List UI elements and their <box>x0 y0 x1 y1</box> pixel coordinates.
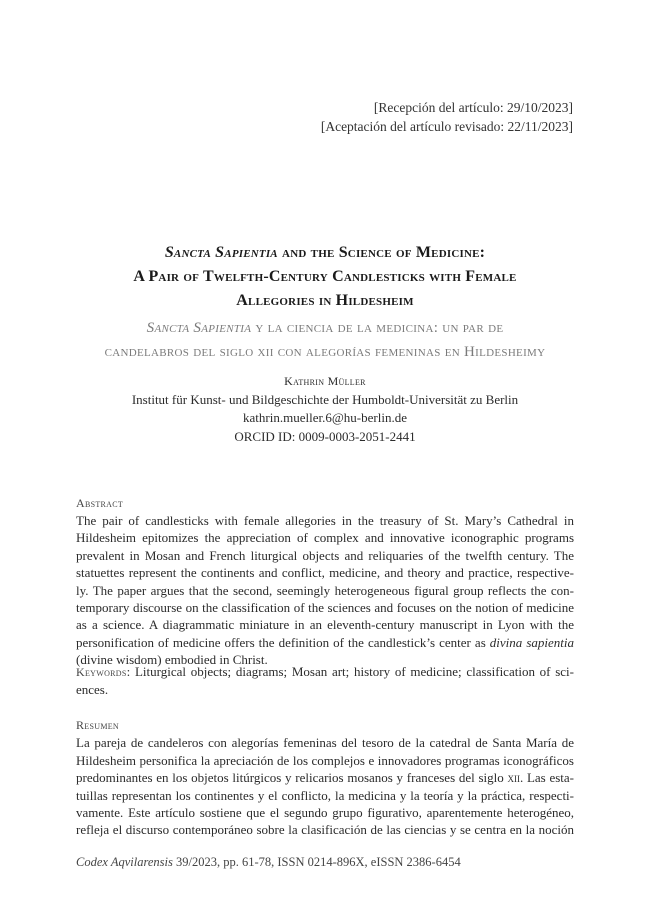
resumen-line: tuillas representan los continentes y el conflicto, la medicina y la teoría y la práctica, respecti- <box>76 787 574 803</box>
abstract-label: Abstract <box>76 496 124 510</box>
keywords-section <box>76 663 574 699</box>
abstract-line: as a science. A diagrammatic miniature in an eleventh-century manuscript in Lyon with the <box>76 617 574 633</box>
resumen-line: vamente. Este artículo sostiene que el segundo grupo figurativo, aparentemente heterogéneo, <box>76 805 574 821</box>
author-name: Kathrin Müller <box>284 374 366 388</box>
abstract-italic-term: divina sapientia <box>489 634 574 650</box>
author-affiliation: Institut für Kunst- und Bildgeschichte der Humboldt-Universität zu Berlin <box>131 391 519 407</box>
english-title-line-2: A Pair of Twelfth-Century Candlesticks with Female <box>133 268 517 285</box>
resumen-century: xii <box>507 770 520 786</box>
journal-name: Codex Aqvilarensis <box>76 855 173 869</box>
english-title-italic: Sancta Sapientia <box>164 244 278 261</box>
english-title-line-1-rest: and the Science of Medicine: <box>277 244 486 261</box>
english-title-line-1 <box>60 241 590 265</box>
english-title <box>60 241 590 313</box>
submission-dates <box>321 98 573 136</box>
abstract-line: (divine wisdom) embodied in Christ. <box>76 652 268 668</box>
abstract-section <box>76 495 574 669</box>
spanish-title-italic: Sancta Sapientia <box>146 320 252 336</box>
resumen-section <box>76 717 574 839</box>
page-footer <box>76 855 461 870</box>
abstract-line-8-text: personification of medicine offers the definition of the candlestick’s center as <box>76 634 490 650</box>
journal-citation: 39/2023, pp. 61-78, ISSN 0214-896X, eISSN 2386-6454 <box>172 855 461 869</box>
keywords-text: : Liturgical objects; diagrams; Mosan art; history of medicine; classification of sci- <box>126 664 574 679</box>
resumen-line-3-end: . Las esta- <box>519 770 574 786</box>
abstract-line: Hildesheim epitomizes the appreciation of complex and innovative iconographic programs <box>76 530 574 546</box>
english-title-line-3: Allegories in Hildesheim <box>236 292 414 309</box>
keywords-line-2: ences. <box>76 682 109 698</box>
keywords-label: Keywords <box>76 665 127 679</box>
abstract-line: prevalent in Mosan and French liturgical objects and reliquaries of the twelfth century. The <box>76 547 574 563</box>
abstract-line <box>76 634 574 651</box>
resumen-line: refleja el discurso contemporáneo sobre la clasificación de las ciencias y se centra en la noción <box>76 822 574 838</box>
abstract-line: statuettes represent the continents and conflict, medicine, and theory and practice, respective- <box>76 565 574 581</box>
author-email[interactable]: kathrin.mueller.6@hu-berlin.de <box>243 410 407 425</box>
resumen-label: Resumen <box>76 718 119 732</box>
author-orcid: ORCID ID: 0009-0003-2051-2441 <box>234 428 416 444</box>
resumen-line: Hildesheim personifica la apreciación de los complejos e innovadores programas iconográficos <box>76 752 574 768</box>
resumen-line-3-text: predominantes en los objetos litúrgicos y relicarios mosanos y franceses del siglo <box>76 770 508 786</box>
abstract-line: ly. The paper argues that the second, seemingly heterogeneous figural group reflects the con- <box>76 582 574 598</box>
abstract-line: The pair of candlesticks with female allegories in the treasury of St. Mary’s Cathedral in <box>76 513 574 528</box>
spanish-title-line-1 <box>60 316 590 340</box>
accepted-date: [Aceptación del artículo revisado: 22/11/2023] <box>320 119 573 134</box>
received-date: [Recepción del artículo: 29/10/2023] <box>373 100 573 115</box>
spanish-title <box>60 316 590 364</box>
resumen-line: La pareja de candeleros con alegorías femeninas del tesoro de la catedral de Santa María de <box>76 735 574 751</box>
abstract-line: temporary discourse on the classification of the sciences and focuses on the notion of medicine <box>76 600 574 616</box>
author-block <box>60 372 590 446</box>
spanish-title-line-1-rest: y la ciencia de la medicina: un par de <box>251 320 504 336</box>
resumen-line <box>76 769 574 786</box>
spanish-title-line-2: candelabros del siglo xii con alegorías femeninas en Hildesheimy <box>104 344 546 360</box>
keywords-line-1 <box>76 663 574 681</box>
